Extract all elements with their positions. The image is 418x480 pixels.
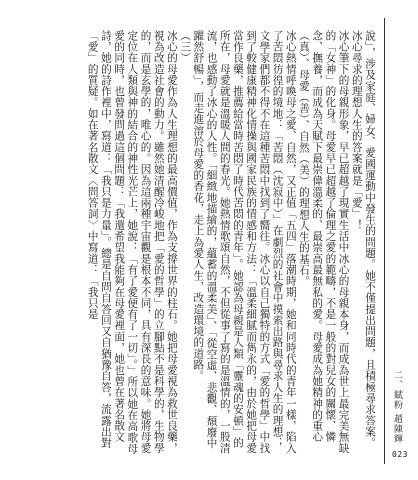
page-number: 023	[392, 450, 408, 459]
section-marker: （三）	[179, 30, 192, 64]
paragraph-2: 冰心筆下的母親形象，早已超越了現實生活中冰心的母親本身，而成為世上最完美無缺的「女神」的化身。母愛早已超越了倫理之愛的範疇，不是一般的對兒女的關懷、憐念、撫養，而成為天賦下最崇偉溫柔的、最崇高最無私的愛。母愛成為她精神的重心（真）、母愛（善）、自然（美）的理想人生的基石。	[297, 30, 350, 454]
main-text-column-block	[20, 30, 376, 455]
paragraph-1: 說」，涉及家庭、婦女、愛國運動中發生的問題。她不僅提出問題，且積極尋求答案。冰心尋求的理想人生的答案就是「愛」！	[350, 30, 376, 449]
author-name: 趙陳輝	[392, 413, 402, 444]
paragraph-3: 冰心熱情呼喚母之愛、自然，又正值「五四」落潮時期，她和同時代的青年一樣，陷入了苦悶彷徨的境地：「苦悶（沈寂中）」在劇烈的社會中摸索出路與尋求人生的理想；文學家們都不得不在這種苦悶中找到了嚮往。冰心以自己獨特的方式「愛的哲學」中找到了較健康精神化情操與國家民族的情感和方法：「溫柔細膩而雋永的，由於她把母愛當作良藥，推薦給當時苦悶了時代苦悶的青年」。她認為母親是人類「靈魂的安頓」的所在，母愛就是溫暖人間的春光。她熱情歌頌自然，不但從事了寫的是溫情的，一股清流，也感動了冰心的人性。「細緻地描繪的，蘊蓄的溫柔美」、「從空虛、悲觀、頹廢中躍然舒暢」，而走進溶於母愛的香花，走上為愛人生，改造環境的道路。	[192, 30, 297, 454]
margin-divider-line	[384, 18, 385, 464]
paragraph-4: 冰心的母愛作為人生理想的最高價值，作為支撐世界的柱石。她把母愛視為救世良藥，視為改造社會的動力。雖然她清醒冷峻地把「愛的哲學」的立腳點不是科學的，生物學的，而是玄學的，唯心的。因為這兩種宇宙觀是根本不同，具有深長的意味。她將母愛定位在人類與神的結合的神性光芒上，她說：「有了愛便有了一切」。」所以她在高歌母愛的同時，也曾發問過這個問題：「我還希望我能夠在母愛裡面，她也曾在著名散文詩，她的詩作裡中，寫道：「我只是力量」。總是自問自答回又自猶豫自答，流露出對「愛」的質疑。如在著名散文〈問答詞〉中寫道：「我只是	[86, 30, 178, 455]
chapter-title: 二、賦粉	[392, 370, 402, 410]
